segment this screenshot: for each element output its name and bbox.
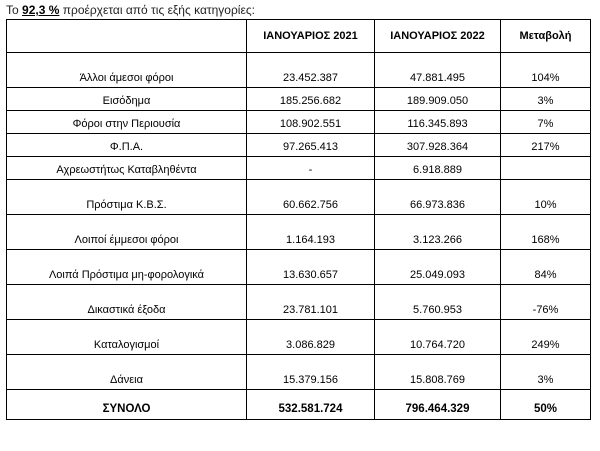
jan-2021-cell: 15.379.156 (247, 355, 375, 390)
intro-suffix: προέρχεται από τις εξής κατηγορίες: (59, 3, 255, 17)
table-header-row (7, 20, 591, 53)
category-cell: Λοιποί έμμεσοι φόροι (7, 215, 247, 250)
header-change: Μεταβολή (501, 20, 591, 53)
intro-percent: 92,3 % (22, 3, 60, 17)
change-cell: 217% (501, 134, 591, 157)
change-cell: 7% (501, 111, 591, 134)
table-total-row (7, 390, 591, 420)
change-cell: 249% (501, 320, 591, 355)
jan-2022-cell: 15.808.769 (375, 355, 501, 390)
table-row (7, 134, 591, 157)
table-row (7, 320, 591, 355)
table-row (7, 88, 591, 111)
jan-2021-cell: 60.662.756 (247, 180, 375, 215)
table-row (7, 215, 591, 250)
intro-text (6, 2, 255, 18)
table-row (7, 111, 591, 134)
jan-2021-cell: 108.902.551 (247, 111, 375, 134)
header-jan-2022: ΙΑΝΟΥΑΡΙΟΣ 2022 (375, 20, 501, 53)
category-cell: Δικαστικά έξοδα (7, 285, 247, 320)
table-row (7, 180, 591, 215)
category-cell: Αχρεωστήτως Καταβληθέντα (7, 157, 247, 180)
jan-2022-cell: 25.049.093 (375, 250, 501, 285)
category-cell: Φόροι στην Περιουσία (7, 111, 247, 134)
category-cell: Φ.Π.Α. (7, 134, 247, 157)
change-cell: 3% (501, 355, 591, 390)
jan-2022-cell: 66.973.836 (375, 180, 501, 215)
jan-2021-cell: 23.781.101 (247, 285, 375, 320)
table-row (7, 285, 591, 320)
table-row (7, 355, 591, 390)
category-cell: Πρόστιμα Κ.Β.Σ. (7, 180, 247, 215)
table-row (7, 250, 591, 285)
change-cell: 3% (501, 88, 591, 111)
jan-2022-cell: 307.928.364 (375, 134, 501, 157)
total-change-cell: 50% (501, 390, 591, 420)
jan-2022-cell: 189.909.050 (375, 88, 501, 111)
jan-2021-cell: 23.452.387 (247, 53, 375, 88)
total-label-cell: ΣΥΝΟΛΟ (7, 390, 247, 420)
change-cell: 10% (501, 180, 591, 215)
total-jan-2021-cell: 532.581.724 (247, 390, 375, 420)
total-jan-2022-cell: 796.464.329 (375, 390, 501, 420)
change-cell: -76% (501, 285, 591, 320)
jan-2022-cell: 47.881.495 (375, 53, 501, 88)
table-row (7, 157, 591, 180)
category-cell: Καταλογισμοί (7, 320, 247, 355)
category-cell: Λοιπά Πρόστιμα μη-φορολογικά (7, 250, 247, 285)
change-cell: 104% (501, 53, 591, 88)
jan-2022-cell: 116.345.893 (375, 111, 501, 134)
category-cell: Δάνεια (7, 355, 247, 390)
category-cell: Άλλοι άμεσοι φόροι (7, 53, 247, 88)
table-row (7, 53, 591, 88)
jan-2021-cell: - (247, 157, 375, 180)
jan-2021-cell: 13.630.657 (247, 250, 375, 285)
jan-2022-cell: 6.918.889 (375, 157, 501, 180)
intro-prefix: Το (6, 3, 23, 17)
change-cell: 84% (501, 250, 591, 285)
jan-2022-cell: 5.760.953 (375, 285, 501, 320)
header-category (7, 20, 247, 53)
header-jan-2021: ΙΑΝΟΥΑΡΙΟΣ 2021 (247, 20, 375, 53)
change-cell (501, 157, 591, 180)
jan-2021-cell: 1.164.193 (247, 215, 375, 250)
jan-2021-cell: 185.256.682 (247, 88, 375, 111)
jan-2021-cell: 97.265.413 (247, 134, 375, 157)
category-cell: Εισόδημα (7, 88, 247, 111)
jan-2022-cell: 3.123.266 (375, 215, 501, 250)
change-cell: 168% (501, 215, 591, 250)
jan-2022-cell: 10.764.720 (375, 320, 501, 355)
jan-2021-cell: 3.086.829 (247, 320, 375, 355)
revenue-table (6, 19, 591, 420)
